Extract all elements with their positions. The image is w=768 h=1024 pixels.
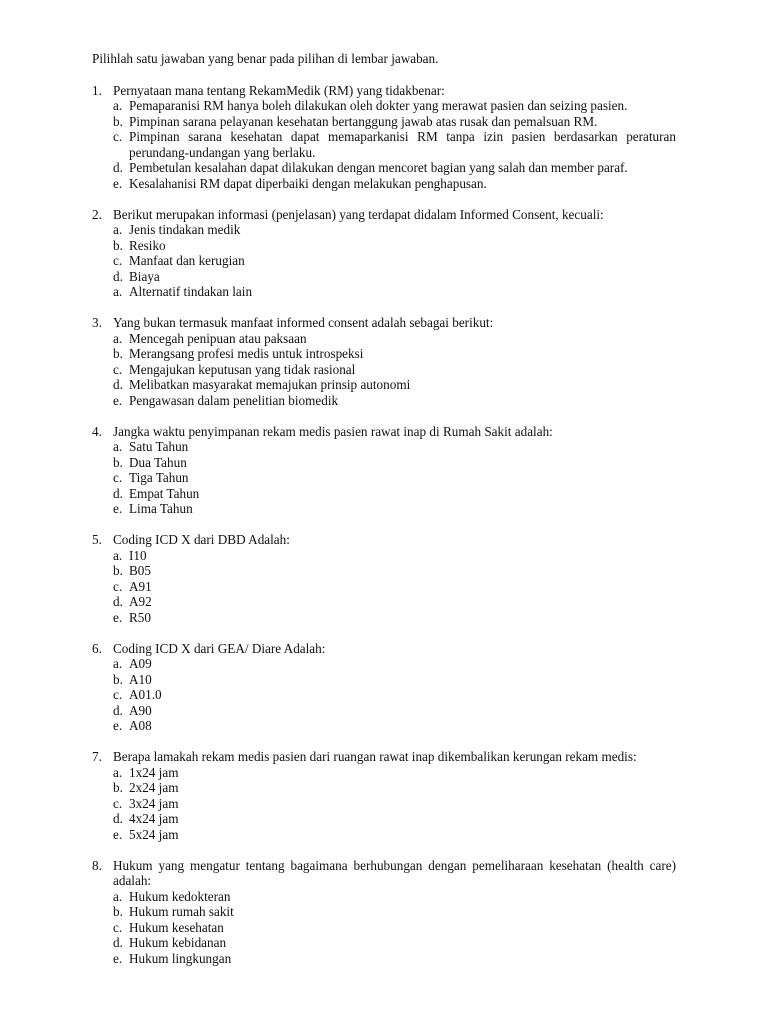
option-letter: e. xyxy=(113,718,123,733)
option-letter: d. xyxy=(113,702,123,718)
option-letter: b. xyxy=(113,237,123,253)
answer-option xyxy=(92,765,676,781)
answer-option xyxy=(92,796,676,812)
question-text: Coding ICD X dari DBD Adalah: xyxy=(113,532,290,547)
question-number: 7. xyxy=(92,749,102,764)
option-letter: e. xyxy=(113,501,123,516)
answer-option xyxy=(92,455,676,471)
answer-option xyxy=(92,486,676,502)
option-letter: a. xyxy=(113,330,123,346)
question-number: 2. xyxy=(92,206,102,222)
option-letter: c. xyxy=(113,361,123,377)
option-letter: b. xyxy=(113,346,123,361)
option-text: 4x24 jam xyxy=(129,811,179,826)
answer-option xyxy=(92,889,676,905)
option-letter: b. xyxy=(113,563,123,578)
option-text: Lima Tahun xyxy=(129,501,193,516)
answer-option xyxy=(92,269,676,285)
option-letter: d. xyxy=(113,594,123,609)
option-text: Manfaat dan kerugian xyxy=(129,253,245,268)
option-text: Mencegah penipuan atau paksaan xyxy=(129,330,307,346)
question-number: 8. xyxy=(92,857,102,873)
answer-option xyxy=(92,718,676,734)
option-text: Resiko xyxy=(129,237,166,253)
option-letter: c. xyxy=(113,129,123,144)
option-letter: a. xyxy=(113,547,123,563)
answer-option xyxy=(92,470,676,486)
option-text: Jenis tindakan medik xyxy=(129,222,241,237)
answer-options xyxy=(92,331,676,409)
answer-option xyxy=(92,935,676,951)
option-text: A10 xyxy=(129,671,152,687)
answer-option xyxy=(92,253,676,269)
option-letter: a. xyxy=(113,439,123,454)
question-number: 4. xyxy=(92,423,102,439)
option-letter: b. xyxy=(113,904,123,919)
option-letter: d. xyxy=(113,485,123,501)
answer-option xyxy=(92,548,676,564)
answer-option xyxy=(92,129,676,160)
option-text: I10 xyxy=(129,547,147,563)
option-letter: d. xyxy=(113,811,123,826)
option-text: Pemaparanisi RM hanya boleh dilakukan oleh dokter yang merawat pasien dan seizing pasien. xyxy=(129,98,628,113)
question-stem xyxy=(92,749,676,765)
question-item xyxy=(92,83,676,192)
question-text: Yang bukan termasuk manfaat informed consent adalah sebagai berikut: xyxy=(113,315,494,330)
question-number: 1. xyxy=(92,82,102,98)
answer-option xyxy=(92,238,676,254)
option-text: B05 xyxy=(129,563,151,578)
option-letter: a. xyxy=(113,656,123,671)
question-list xyxy=(92,83,676,967)
option-text: Pimpinan sarana pelayanan kesehatan bertanggung jawab atas rusak dan pemalsuan RM. xyxy=(129,113,598,129)
question-text: Berikut merupakan informasi (penjelasan) yang terdapat didalam Informed Consent, kecuali: xyxy=(113,206,604,222)
option-text: R50 xyxy=(129,609,151,625)
answer-options xyxy=(92,548,676,626)
answer-options xyxy=(92,222,676,300)
question-item xyxy=(92,532,676,625)
answer-option xyxy=(92,687,676,703)
option-text: Hukum lingkungan xyxy=(129,950,232,966)
option-letter: c. xyxy=(113,919,123,935)
option-text: A92 xyxy=(129,594,152,609)
spacer xyxy=(92,67,676,83)
answer-option xyxy=(92,780,676,796)
option-text: Mengajukan keputusan yang tidak rasional xyxy=(129,361,356,377)
option-letter: b. xyxy=(113,454,123,470)
option-letter: a. xyxy=(113,888,123,904)
option-text: Merangsang profesi medis untuk introspeksi xyxy=(129,346,364,361)
answer-option xyxy=(92,703,676,719)
answer-option xyxy=(92,827,676,843)
answer-option xyxy=(92,284,676,300)
answer-options xyxy=(92,439,676,517)
option-text: A90 xyxy=(129,702,152,718)
option-text: Pimpinan sarana kesehatan dapat memaparkanisi RM tanpa izin pasien berdasarkan peraturan perundang-undangan yang berlaku. xyxy=(129,129,676,160)
option-text: Biaya xyxy=(129,268,160,284)
option-letter: c. xyxy=(113,253,123,268)
option-letter: c. xyxy=(113,795,123,811)
option-text: Hukum kesehatan xyxy=(129,919,224,935)
option-text: Empat Tahun xyxy=(129,485,200,501)
option-text: Pengawasan dalam penelitian biomedik xyxy=(129,392,339,408)
option-text: A09 xyxy=(129,656,152,671)
question-text: Coding ICD X dari GEA/ Diare Adalah: xyxy=(113,640,326,656)
option-letter: a. xyxy=(113,764,123,780)
option-letter: c. xyxy=(113,470,123,485)
answer-option xyxy=(92,439,676,455)
answer-option xyxy=(92,563,676,579)
answer-option xyxy=(92,672,676,688)
question-item xyxy=(92,641,676,734)
answer-option xyxy=(92,98,676,114)
question-item xyxy=(92,207,676,300)
answer-option xyxy=(92,160,676,176)
option-text: A01.0 xyxy=(129,687,162,702)
answer-option xyxy=(92,114,676,130)
option-letter: e. xyxy=(113,175,123,191)
option-text: Hukum rumah sakit xyxy=(129,904,234,919)
question-stem xyxy=(92,532,676,548)
option-text: 2x24 jam xyxy=(129,780,179,795)
exam-page xyxy=(92,51,676,982)
option-letter: e. xyxy=(113,950,123,966)
option-text: A08 xyxy=(129,718,152,733)
option-text: Alternatif tindakan lain xyxy=(129,284,253,299)
option-letter: a. xyxy=(113,284,123,299)
option-letter: e. xyxy=(113,392,123,408)
answer-option xyxy=(92,222,676,238)
answer-option xyxy=(92,346,676,362)
answer-options xyxy=(92,889,676,967)
option-letter: a. xyxy=(113,98,123,113)
option-letter: e. xyxy=(113,609,123,625)
answer-options xyxy=(92,765,676,843)
question-stem xyxy=(92,858,676,889)
option-letter: d. xyxy=(113,160,123,175)
answer-options xyxy=(92,656,676,734)
answer-option xyxy=(92,594,676,610)
option-text: Kesalahanisi RM dapat diperbaiki dengan melakukan penghapusan. xyxy=(129,175,487,191)
question-stem xyxy=(92,207,676,223)
option-text: Dua Tahun xyxy=(129,454,187,470)
answer-option xyxy=(92,656,676,672)
option-text: 3x24 jam xyxy=(129,795,179,811)
answer-option xyxy=(92,610,676,626)
option-text: 5x24 jam xyxy=(129,826,179,842)
question-item xyxy=(92,749,676,842)
question-stem xyxy=(92,641,676,657)
question-stem xyxy=(92,424,676,440)
question-number: 6. xyxy=(92,640,102,656)
answer-option xyxy=(92,331,676,347)
option-letter: c. xyxy=(113,687,123,702)
question-text: Hukum yang mengatur tentang bagaimana berhubungan dengan pemeliharaan kesehatan (health care) adalah: xyxy=(113,857,676,888)
option-letter: c. xyxy=(113,578,123,594)
option-text: A91 xyxy=(129,578,152,594)
question-item xyxy=(92,424,676,517)
option-letter: d. xyxy=(113,377,123,392)
answer-option xyxy=(92,951,676,967)
option-text: Tiga Tahun xyxy=(129,470,189,485)
answer-option xyxy=(92,904,676,920)
instruction-text: Pilihlah satu jawaban yang benar pada pilihan di lembar jawaban. xyxy=(92,51,439,66)
question-item xyxy=(92,315,676,408)
option-text: Melibatkan masyarakat memajukan prinsip autonomi xyxy=(129,377,411,392)
option-letter: b. xyxy=(113,780,123,795)
question-text: Berapa lamakah rekam medis pasien dari ruangan rawat inap dikembalikan kerungan rekam medis: xyxy=(113,749,637,764)
answer-option xyxy=(92,176,676,192)
answer-option xyxy=(92,579,676,595)
answer-option xyxy=(92,362,676,378)
answer-options xyxy=(92,98,676,191)
question-text: Jangka waktu penyimpanan rekam medis pasien rawat inap di Rumah Sakit adalah: xyxy=(113,423,553,439)
question-number: 3. xyxy=(92,315,102,330)
option-letter: b. xyxy=(113,113,123,129)
option-text: Hukum kedokteran xyxy=(129,888,231,904)
answer-option xyxy=(92,393,676,409)
question-item xyxy=(92,858,676,967)
answer-option xyxy=(92,920,676,936)
option-text: Pembetulan kesalahan dapat dilakukan dengan mencoret bagian yang salah dan member paraf. xyxy=(129,160,628,175)
option-letter: d. xyxy=(113,935,123,950)
option-letter: d. xyxy=(113,268,123,284)
option-text: 1x24 jam xyxy=(129,764,179,780)
option-text: Hukum kebidanan xyxy=(129,935,227,950)
question-stem xyxy=(92,315,676,331)
question-text: Pernyataan mana tentang RekamMedik (RM) yang tidakbenar: xyxy=(113,82,445,98)
question-number: 5. xyxy=(92,532,102,547)
option-text: Satu Tahun xyxy=(129,439,189,454)
option-letter: b. xyxy=(113,671,123,687)
answer-option xyxy=(92,811,676,827)
option-letter: a. xyxy=(113,222,123,237)
question-stem xyxy=(92,83,676,99)
answer-option xyxy=(92,377,676,393)
answer-option xyxy=(92,501,676,517)
option-letter: e. xyxy=(113,826,123,842)
